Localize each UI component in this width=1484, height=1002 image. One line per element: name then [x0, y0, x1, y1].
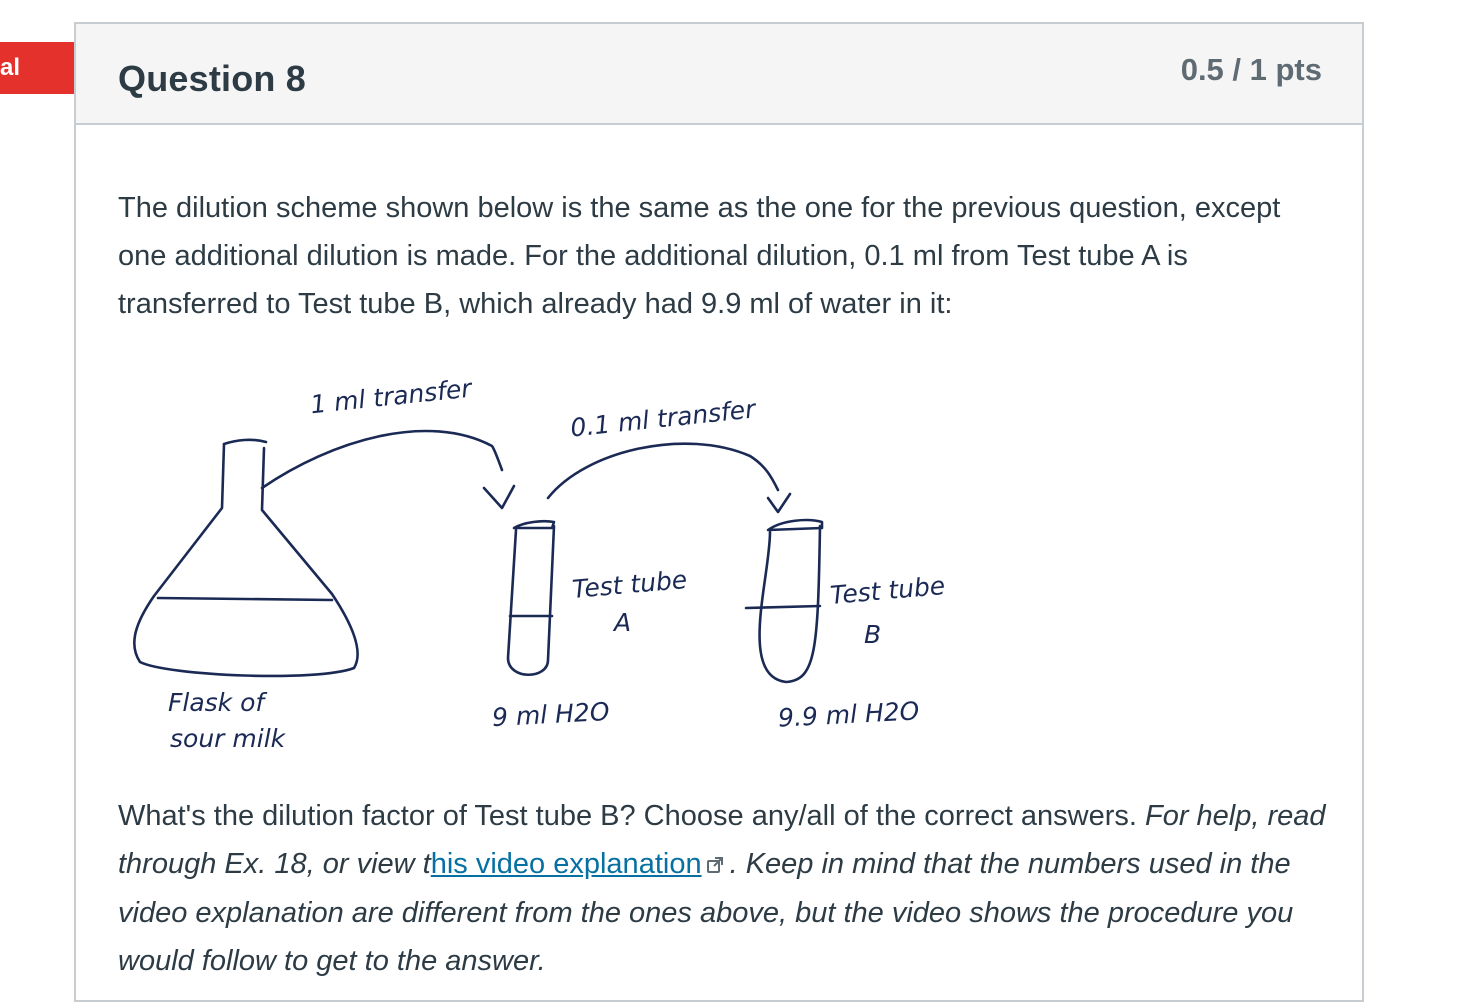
tube-b-contents-label: 9.9 ml H2O [777, 696, 921, 733]
flag-label: al [0, 54, 21, 81]
question-title: Question 8 [118, 58, 307, 99]
transfer-arrow-1 [262, 431, 514, 508]
question-header [76, 24, 1362, 125]
external-link-icon[interactable] [706, 841, 724, 889]
test-tube-b-shape [746, 520, 822, 682]
video-explanation-link[interactable]: his video explanation [430, 848, 702, 880]
transfer-1-label: 1 ml transfer [308, 373, 473, 420]
tube-a-label-line1: Test tube [570, 565, 689, 604]
help-text-t: t [422, 848, 431, 880]
flask-shape [134, 440, 357, 676]
flask-label-line2: sour milk [170, 724, 286, 753]
transfer-2-label: 0.1 ml transfer [568, 394, 757, 443]
test-tube-a-shape [508, 521, 554, 675]
help-text-after: . Keep in mind that the numbers used in the video explanation are different from the ones above, but the video shows the procedure you would follow to get to the answer. [118, 848, 1294, 978]
dilution-scheme-figure [118, 373, 998, 790]
question-intro-text: The dilution scheme shown below is the same as the one for the previous question, except one additional dilution is made. For the additional dilution, 0.1 ml from Test tube A is transferred to Test tube B, which already had 9.9 ml of water in it: [118, 192, 1281, 320]
tube-b-label-line1: Test tube [828, 571, 947, 610]
question-prompt-paragraph [118, 792, 1328, 985]
flask-label-line1: Flask of [168, 688, 265, 717]
tube-a-label-line2: A [614, 608, 632, 637]
transfer-arrow-2 [548, 444, 790, 512]
question-body [118, 184, 1328, 978]
question-card [74, 22, 1364, 1002]
tube-a-contents-label: 9 ml H2O [491, 696, 611, 733]
question-points: 0.5 / 1 pts [1180, 52, 1322, 87]
tube-b-label-line2: B [864, 620, 882, 649]
question-prompt-text: What's the dilution factor of Test tube B? Choose any/all of the correct answers. [118, 800, 1145, 832]
help-text-before: For help, read through Ex. 18, or view [118, 800, 1326, 880]
